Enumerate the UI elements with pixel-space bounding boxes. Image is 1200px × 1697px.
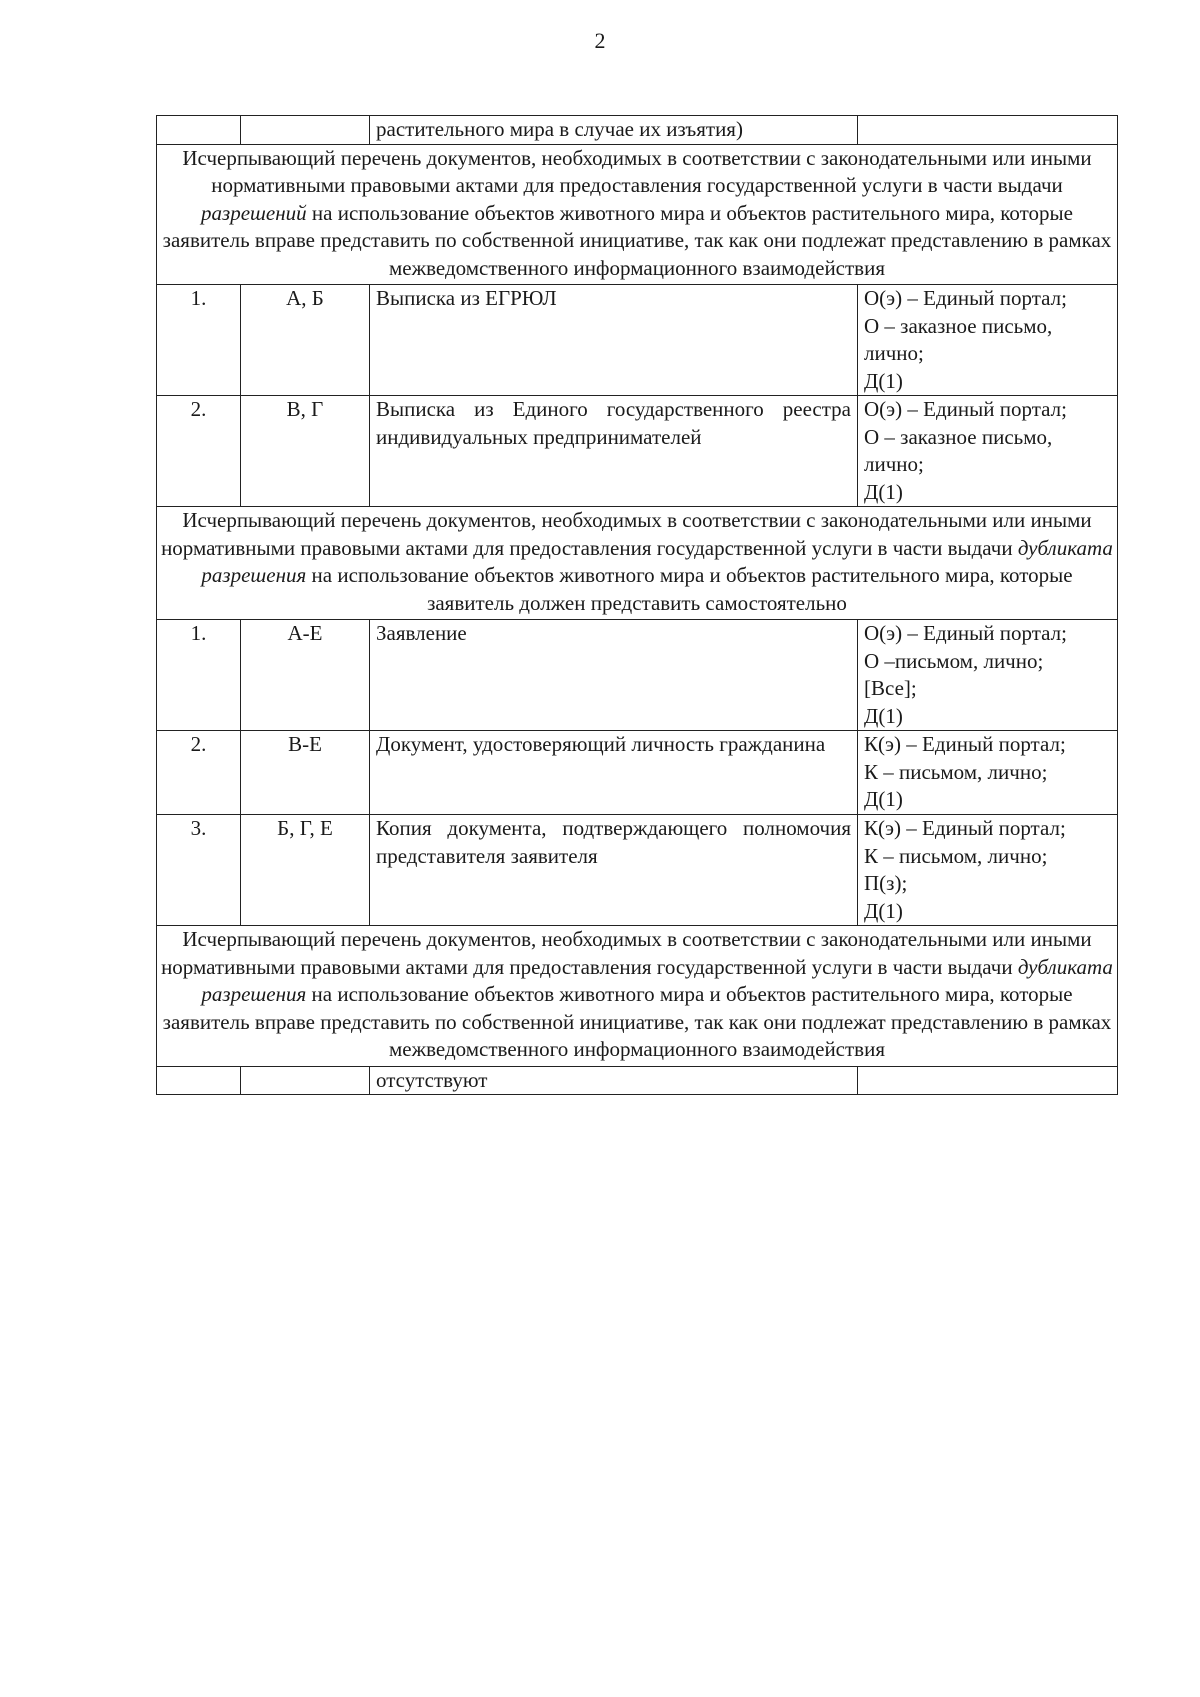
document-name: Выписка из ЕГРЮЛ	[370, 285, 858, 396]
table-row	[157, 285, 1118, 396]
row-number	[157, 116, 241, 145]
section-header-row	[157, 144, 1118, 285]
applicant-category: В, Г	[241, 396, 370, 507]
section-text: на использование объектов животного мира и объектов растительного мира, которые заявитель должен представить самостоятельно	[306, 563, 1073, 615]
section-header	[157, 144, 1118, 285]
form-line: Д(1)	[864, 787, 903, 811]
form-line: О(э) – Единый портал;	[864, 397, 1067, 421]
document-name: отсутствуют	[370, 1066, 858, 1095]
section-header	[157, 926, 1118, 1067]
page-number: 2	[594, 28, 606, 53]
submission-form	[858, 285, 1118, 396]
section-text: Исчерпывающий перечень документов, необходимых в соответствии с законодательными или иными нормативными правовыми актами для предоставления государственной услуги в части выдачи	[161, 927, 1092, 979]
applicant-category: В-Е	[241, 731, 370, 815]
section-header-row	[157, 507, 1118, 620]
section-text: на использование объектов животного мира и объектов растительного мира, которые заявитель вправе представить по собственной инициативе, так как они подлежат представлению в рамках межведомственного информационного взаимодействия	[162, 982, 1112, 1061]
section-emphasis: дубликата разрешения	[201, 954, 1113, 1006]
row-number: 1.	[157, 620, 241, 731]
form-line: лично;	[864, 452, 924, 476]
form-line: Д(1)	[864, 898, 903, 923]
section-emphasis: разрешений	[201, 200, 307, 225]
submission-form	[858, 731, 1118, 815]
submission-form	[858, 1066, 1118, 1095]
section-emphasis: дубликата разрешения	[201, 535, 1113, 587]
form-line: Д(1)	[864, 368, 903, 393]
form-line: П(з);	[864, 871, 908, 895]
form-line: К – письмом, лично;	[864, 759, 1048, 784]
form-line: [Все];	[864, 676, 917, 700]
row-number: 2.	[157, 731, 241, 815]
document-name: Заявление	[370, 620, 858, 731]
document-name: Копия документа, подтверждающего полномочия представителя заявителя	[370, 815, 858, 926]
form-line: Д(1)	[864, 703, 903, 728]
submission-form	[858, 620, 1118, 731]
applicant-category: А-Е	[241, 620, 370, 731]
form-line: О(э) – Единый портал;	[864, 621, 1067, 645]
submission-form	[858, 116, 1118, 145]
form-line: О – заказное письмо,	[864, 313, 1053, 338]
section-header	[157, 507, 1118, 620]
table-row	[157, 1066, 1118, 1095]
section-text: Исчерпывающий перечень документов, необходимых в соответствии с законодательными или иными нормативными правовыми актами для предоставления государственной услуги в части выдачи	[161, 508, 1092, 560]
form-line: К(э) – Единый портал;	[864, 732, 1066, 756]
form-line: лично;	[864, 341, 924, 365]
row-number	[157, 1066, 241, 1095]
document-name: Выписка из Единого государственного реестра индивидуальных предпринимателей	[370, 396, 858, 507]
section-header-row	[157, 926, 1118, 1067]
row-number: 3.	[157, 815, 241, 926]
form-line: К – письмом, лично;	[864, 843, 1048, 868]
form-line: К(э) – Единый портал;	[864, 816, 1066, 840]
applicant-category	[241, 116, 370, 145]
documents-table	[156, 115, 1118, 1095]
table-row	[157, 731, 1118, 815]
applicant-category: А, Б	[241, 285, 370, 396]
document-name: растительного мира в случае их изъятия)	[370, 116, 858, 145]
submission-form	[858, 396, 1118, 507]
table-row	[157, 116, 1118, 145]
section-text: Исчерпывающий перечень документов, необходимых в соответствии с законодательными или иными нормативными правовыми актами для предоставления государственной услуги в части выдачи	[182, 145, 1092, 197]
row-number: 1.	[157, 285, 241, 396]
applicant-category: Б, Г, Е	[241, 815, 370, 926]
form-line: О(э) – Единый портал;	[864, 286, 1067, 310]
form-line: О –письмом, лично;	[864, 648, 1044, 673]
table-row	[157, 815, 1118, 926]
section-text: на использование объектов животного мира и объектов растительного мира, которые заявитель вправе представить по собственной инициативе, так как они подлежат представлению в рамках межведомственного информационного взаимодействия	[162, 200, 1112, 280]
form-line: О – заказное письмо,	[864, 424, 1053, 449]
submission-form	[858, 815, 1118, 926]
form-line: Д(1)	[864, 479, 903, 504]
document-name: Документ, удостоверяющий личность гражданина	[370, 731, 858, 815]
row-number: 2.	[157, 396, 241, 507]
applicant-category	[241, 1066, 370, 1095]
table-row	[157, 620, 1118, 731]
table-row	[157, 396, 1118, 507]
